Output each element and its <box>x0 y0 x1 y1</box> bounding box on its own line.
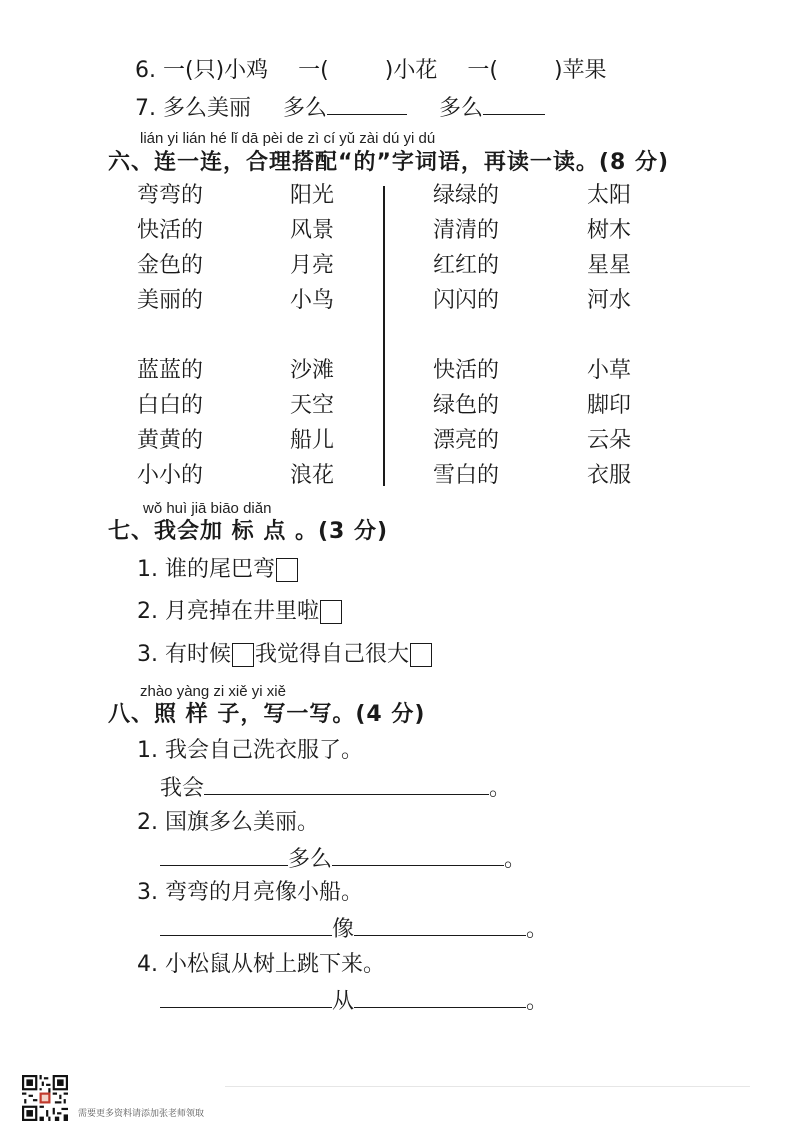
sec7-item-2 <box>137 597 343 627</box>
sec8-example-3: 3. 弯弯的月亮像小船。 <box>137 880 363 905</box>
word-left-1[interactable]: 小小的 <box>137 463 204 488</box>
word-right-2[interactable]: 云朵 <box>587 428 632 453</box>
word-right-1[interactable]: 闪闪的 <box>433 288 500 313</box>
word-left-2[interactable]: 小鸟 <box>290 288 335 313</box>
sec8-heading: 八、照 样 子，写一写。(4 分) <box>108 702 426 727</box>
word-right-1[interactable]: 漂亮的 <box>433 428 500 453</box>
word-right-2[interactable]: 小草 <box>587 358 632 383</box>
footer-divider <box>225 1086 750 1087</box>
sec7-pinyin: wǒ huì jiā biāo diǎn <box>143 500 272 517</box>
period: 。 <box>526 917 549 942</box>
sec6-pinyin: lián yi lián hé lǐ dā pèi de zì cí yǔ zài dú yi dú <box>140 130 436 147</box>
q7-blank-2[interactable] <box>483 92 545 115</box>
q6-text-a: 6. 一(只)小鸡 <box>135 58 269 83</box>
word-left-2[interactable]: 船儿 <box>290 428 335 453</box>
sec7-item-text: 1. 谁的尾巴弯 <box>137 557 275 582</box>
sec8-pinyin: zhào yàng zi xiě yi xiě <box>140 683 286 700</box>
footer-note: 需要更多资料请添加张老师领取 <box>78 1109 205 1119</box>
sec7-item-text-cont: 我觉得自己很大 <box>254 642 409 667</box>
word-right-2[interactable]: 太阳 <box>587 183 632 208</box>
sec8-word-b: 从 <box>332 989 355 1014</box>
word-left-1[interactable]: 金色的 <box>137 253 204 278</box>
word-left-1[interactable]: 白白的 <box>137 393 204 418</box>
word-right-1[interactable]: 红红的 <box>433 253 500 278</box>
q6-text-e: )苹果 <box>553 58 607 83</box>
word-right-2[interactable]: 星星 <box>587 253 632 278</box>
answer-blank[interactable] <box>204 772 489 795</box>
sec8-example-2: 2. 国旗多么美丽。 <box>137 810 319 835</box>
punctuation-box[interactable] <box>410 643 432 667</box>
column-divider <box>383 186 385 486</box>
q6-text-d: 一( <box>467 58 498 83</box>
q6-text-b: 一( <box>298 58 329 83</box>
sec8-word-b: 多么 <box>288 847 333 872</box>
word-left-1[interactable]: 蓝蓝的 <box>137 358 204 383</box>
word-left-1[interactable]: 快活的 <box>137 218 204 243</box>
word-left-2[interactable]: 天空 <box>290 393 335 418</box>
sec8-answer-4 <box>160 985 548 1017</box>
word-right-1[interactable]: 清清的 <box>433 218 500 243</box>
sec8-answer-2 <box>160 843 526 875</box>
sec8-answer-3 <box>160 913 548 945</box>
answer-blank[interactable] <box>160 913 332 936</box>
q7-text-c: 多么 <box>439 96 484 121</box>
sec6-heading: 六、连一连，合理搭配“的”字词语，再读一读。(8 分) <box>108 150 669 175</box>
answer-blank[interactable] <box>160 843 288 866</box>
word-right-2[interactable]: 脚印 <box>587 393 632 418</box>
sec7-item-text: 2. 月亮掉在井里啦 <box>137 599 319 624</box>
sec8-word-a: 我会 <box>160 776 205 801</box>
word-left-1[interactable]: 弯弯的 <box>137 183 204 208</box>
word-left-2[interactable]: 浪花 <box>290 463 335 488</box>
word-left-1[interactable]: 黄黄的 <box>137 428 204 453</box>
word-left-2[interactable]: 阳光 <box>290 183 335 208</box>
qr-code-icon <box>22 1075 68 1121</box>
answer-blank[interactable] <box>354 985 526 1008</box>
sec8-example-4: 4. 小松鼠从树上跳下来。 <box>137 952 385 977</box>
word-right-2[interactable]: 衣服 <box>587 463 632 488</box>
q7-blank-1[interactable] <box>327 92 407 115</box>
sec8-example-1: 1. 我会自己洗衣服了。 <box>137 738 363 763</box>
sec8-answer-1 <box>160 772 511 804</box>
word-right-2[interactable]: 河水 <box>587 288 632 313</box>
sec7-item-text: 3. 有时候 <box>137 642 231 667</box>
q6-text-c: )小花 <box>384 58 438 83</box>
punctuation-box[interactable] <box>276 558 298 582</box>
answer-blank[interactable] <box>160 985 332 1008</box>
answer-blank[interactable] <box>354 913 526 936</box>
word-left-2[interactable]: 沙滩 <box>290 358 335 383</box>
q6-line <box>135 56 607 86</box>
q7-line <box>135 92 545 124</box>
word-right-1[interactable]: 快活的 <box>433 358 500 383</box>
sec7-heading: 七、我会加 标 点 。(3 分) <box>108 519 389 544</box>
word-left-2[interactable]: 月亮 <box>290 253 335 278</box>
word-left-1[interactable]: 美丽的 <box>137 288 204 313</box>
answer-blank[interactable] <box>332 843 504 866</box>
sec7-item-3 <box>137 640 433 670</box>
sec8-word-b: 像 <box>332 917 355 942</box>
punctuation-box[interactable] <box>320 600 342 624</box>
word-right-1[interactable]: 雪白的 <box>433 463 500 488</box>
word-right-1[interactable]: 绿绿的 <box>433 183 500 208</box>
q7-text-b: 多么 <box>282 96 327 121</box>
word-right-1[interactable]: 绿色的 <box>433 393 500 418</box>
q7-text-a: 7. 多么美丽 <box>135 96 251 121</box>
sec7-item-1 <box>137 555 299 585</box>
punctuation-box[interactable] <box>232 643 254 667</box>
period: 。 <box>526 989 549 1014</box>
word-left-2[interactable]: 风景 <box>290 218 335 243</box>
period: 。 <box>489 776 512 801</box>
period: 。 <box>504 847 527 872</box>
word-right-2[interactable]: 树木 <box>587 218 632 243</box>
